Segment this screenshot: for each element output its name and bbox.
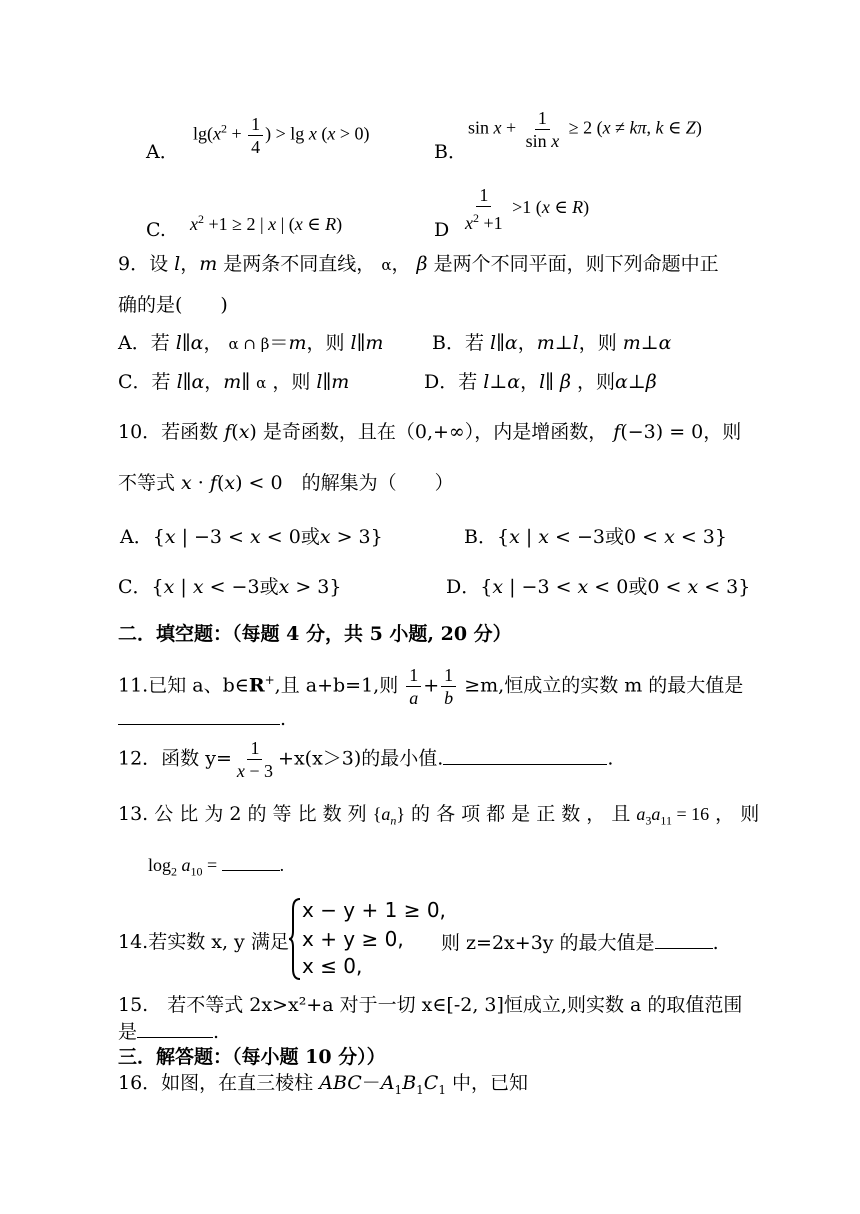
q14-answer-blank[interactable] <box>655 930 713 949</box>
q14-system-brace <box>288 897 302 981</box>
q9-option-a: A．若 l∥α， α ∩ β＝m，则 l∥m <box>118 332 384 354</box>
q14-suffix: 则 z=2x+3y 的最大值是 . <box>441 932 719 954</box>
q9-stem-line1: 9．设 l，m 是两条不同直线， α， β 是两个不同平面，则下列命题中正 <box>118 253 719 275</box>
section2-title: 二．填空题：（每题 4 分，共 5 小题, 20 分） <box>118 623 512 645</box>
q8-option-a-expr: $\lg(x^2$ + $\frac{1}{4}$ ) > lg x (x > 0) <box>193 114 370 157</box>
q13-line1: 13. 公 比 为 2 的 等 比 数 列 $\{a_n\}$ 的 各 项 都 是 正 数 ， 且 $a_3a_{11} = 16$ ， 则 <box>118 803 760 828</box>
q9-option-d: D．若 l⊥α，l∥ β ，则α⊥β <box>424 371 657 393</box>
q8-option-b-expr: sin x + $\frac{1}{\text{sin x}}$ ≥ 2 (x ≠ kπ, k ∈ Z) <box>468 108 702 151</box>
q9-option-b: B．若 l∥α，m⊥l，则 m⊥α <box>432 332 672 354</box>
q14-constraint-1: x − y + 1 ≥ 0, <box>302 898 446 922</box>
q13-answer-blank[interactable] <box>222 852 280 871</box>
q10-option-b: B．{x | x < −3或0 < x < 3} <box>464 526 727 548</box>
q8-option-c-expr: $x^2 +1 \ge 2$ | x | (x ∈ R) <box>190 212 343 234</box>
q14-prefix: 14.若实数 x, y 满足 <box>118 931 289 953</box>
q12-answer-blank[interactable] <box>443 746 607 765</box>
q8-option-a: A． <box>146 141 179 163</box>
q10-option-c: C．{x | x < −3或x > 3} <box>118 576 342 598</box>
q15-answer-blank[interactable] <box>137 1019 213 1038</box>
q10-option-a: A．{x | −3 < x < 0或x > 3} <box>120 526 383 548</box>
q10-stem-line1: 10．若函数 f(x) 是奇函数，且在（0,+∞），内是增函数， f(−3) = 0，则 <box>118 421 742 443</box>
q9-stem-line2: 确的是( ) <box>118 294 228 316</box>
q15-line2: 是 . <box>118 1021 220 1043</box>
q10-stem-line2: 不等式 x · f(x) < 0 的解集为（ ） <box>118 472 454 494</box>
q14-constraint-2: x + y ≥ 0, <box>302 927 404 951</box>
q10-option-d: D．{x | −3 < x < 0或0 < x < 3} <box>446 576 751 598</box>
q16-text: 16．如图，在直三棱柱 $ABC-A_1B_1C_1$ 中，已知 <box>118 1072 529 1097</box>
q8-option-d: D <box>434 219 450 241</box>
q8-option-b: B． <box>434 141 467 163</box>
q8-option-d-expr: $\frac{1}{x^2 +1}$ >1 (x ∈ R) <box>465 185 590 233</box>
q13-line2: $\log_2 a_{10}$ = . <box>148 852 284 884</box>
q11-answer-blank[interactable] <box>118 706 280 725</box>
q11-line2: . <box>118 706 286 731</box>
section3-title: 三．解答题：（每小题 10 分）） <box>118 1046 386 1068</box>
q15-line1: 15. 若不等式 2x>x²+a 对于一切 x∈[-2, 3]恒成立,则实数 a 的取值范围 <box>118 994 743 1016</box>
q9-option-c: C．若 l∥α，m∥ α ，则 l∥m <box>118 371 350 393</box>
q14-constraint-3: x ≤ 0, <box>302 954 363 978</box>
q8-option-c: C. <box>146 219 166 241</box>
q11-line1: 11.已知 a、b∈R+,且 a+b=1,则 $\frac{1}{a}$ + $\frac{1}{b}$ ≥m,恒成立的实数 m 的最大值是 <box>118 665 744 708</box>
q12-text: 12．函数 y= $\frac{1}{x - 3}$ +x(x＞3)的最小值. . <box>118 738 614 781</box>
